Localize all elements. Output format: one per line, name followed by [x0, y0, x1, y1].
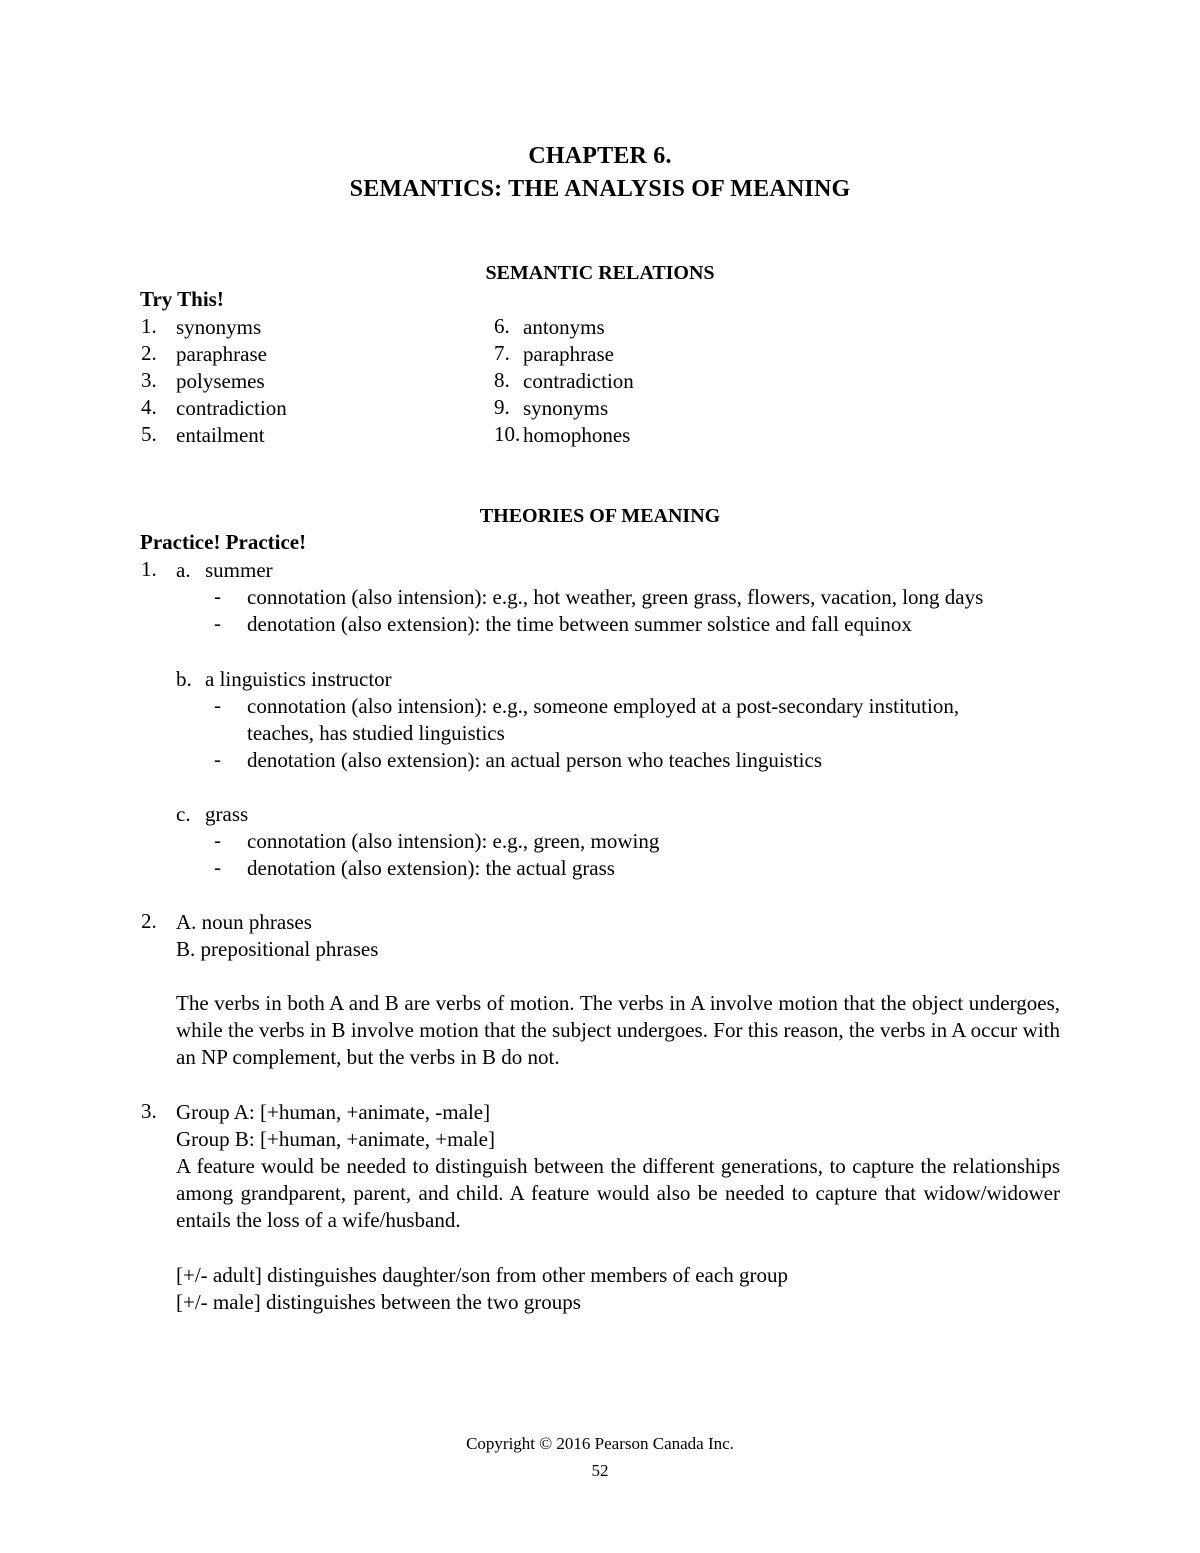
list-item: entailment: [176, 423, 265, 447]
list-item-number: 8.: [494, 368, 510, 392]
chapter-number: CHAPTER 6.: [528, 143, 672, 169]
feature-line: [+/- adult] distinguishes daughter/son from other members of each group: [176, 1263, 788, 1287]
list-item-number: 7.: [494, 341, 510, 365]
item-term: grass: [205, 802, 249, 826]
list-item-number: 1.: [141, 314, 157, 338]
item-letter: b.: [176, 667, 192, 691]
bullet-text: denotation (also extension): the actual grass: [247, 856, 615, 880]
item-option: A. noun phrases: [176, 910, 312, 934]
list-item-number: 9.: [494, 395, 510, 419]
list-item: polysemes: [176, 369, 265, 393]
list-item: synonyms: [176, 315, 262, 339]
bullet-text: connotation (also intension): e.g., someone employed at a post-secondary institution,: [247, 694, 960, 718]
bullet-text: denotation (also extension): an actual person who teaches linguistics: [247, 748, 823, 772]
section-heading-theories-of-meaning: THEORIES OF MEANING: [479, 505, 721, 527]
list-item: paraphrase: [523, 342, 614, 366]
item-term: a linguistics instructor: [205, 667, 392, 691]
bullet-text-continued: teaches, has studied linguistics: [247, 721, 505, 745]
list-item: synonyms: [523, 396, 609, 420]
list-item-number: 6.: [494, 314, 510, 338]
bullet-dash: -: [214, 747, 221, 771]
explanation-paragraph: The verbs in both A and B are verbs of motion. The verbs in A involve motion that the object undergoes, while the verbs in B involve motion that the subject undergoes. For this reason, the verbs in A occur with an NP complement, but the verbs in B do not.: [176, 991, 1060, 1069]
question-number: 3.: [141, 1099, 157, 1123]
copyright-notice: Copyright © 2016 Pearson Canada Inc.: [466, 1434, 734, 1453]
bullet-dash: -: [214, 611, 221, 635]
page-number: 52: [591, 1461, 609, 1480]
item-term: summer: [205, 558, 273, 582]
item-option: B. prepositional phrases: [176, 937, 379, 961]
list-item-number: 3.: [141, 368, 157, 392]
bullet-dash: -: [214, 584, 221, 608]
list-item-number: 2.: [141, 341, 157, 365]
bullet-dash: -: [214, 855, 221, 879]
bullet-text: connotation (also intension): e.g., hot weather, green grass, flowers, vacation, long days: [247, 585, 984, 609]
list-item: contradiction: [523, 369, 634, 393]
list-item-number: 4.: [141, 395, 157, 419]
feature-line: [+/- male] distinguishes between the two groups: [176, 1290, 581, 1314]
chapter-title: SEMANTICS: THE ANALYSIS OF MEANING: [349, 176, 851, 202]
bullet-text: connotation (also intension): e.g., green, mowing: [247, 829, 660, 853]
try-this-label: Try This!: [140, 287, 224, 311]
list-item: homophones: [523, 423, 631, 447]
question-number: 2.: [141, 909, 157, 933]
item-letter: c.: [176, 802, 191, 826]
list-item: contradiction: [176, 396, 287, 420]
group-features: Group B: [+human, +animate, +male]: [176, 1127, 495, 1151]
item-letter: a.: [176, 558, 191, 582]
bullet-dash: -: [214, 828, 221, 852]
question-number: 1.: [141, 557, 157, 581]
list-item-number: 10.: [494, 422, 521, 446]
explanation-paragraph: A feature would be needed to distinguish between the different generations, to capture the relationships among grandparent, parent, and child. A feature would also be needed to capture that widow/widower entails the loss of a wife/husband.: [176, 1154, 1060, 1232]
list-item: paraphrase: [176, 342, 267, 366]
bullet-dash: -: [214, 693, 221, 717]
group-features: Group A: [+human, +animate, -male]: [176, 1100, 491, 1124]
practice-label: Practice! Practice!: [140, 530, 307, 554]
list-item: antonyms: [523, 315, 605, 339]
bullet-text: denotation (also extension): the time between summer solstice and fall equinox: [247, 612, 912, 636]
list-item-number: 5.: [141, 422, 157, 446]
section-heading-semantic-relations: SEMANTIC RELATIONS: [485, 262, 715, 284]
